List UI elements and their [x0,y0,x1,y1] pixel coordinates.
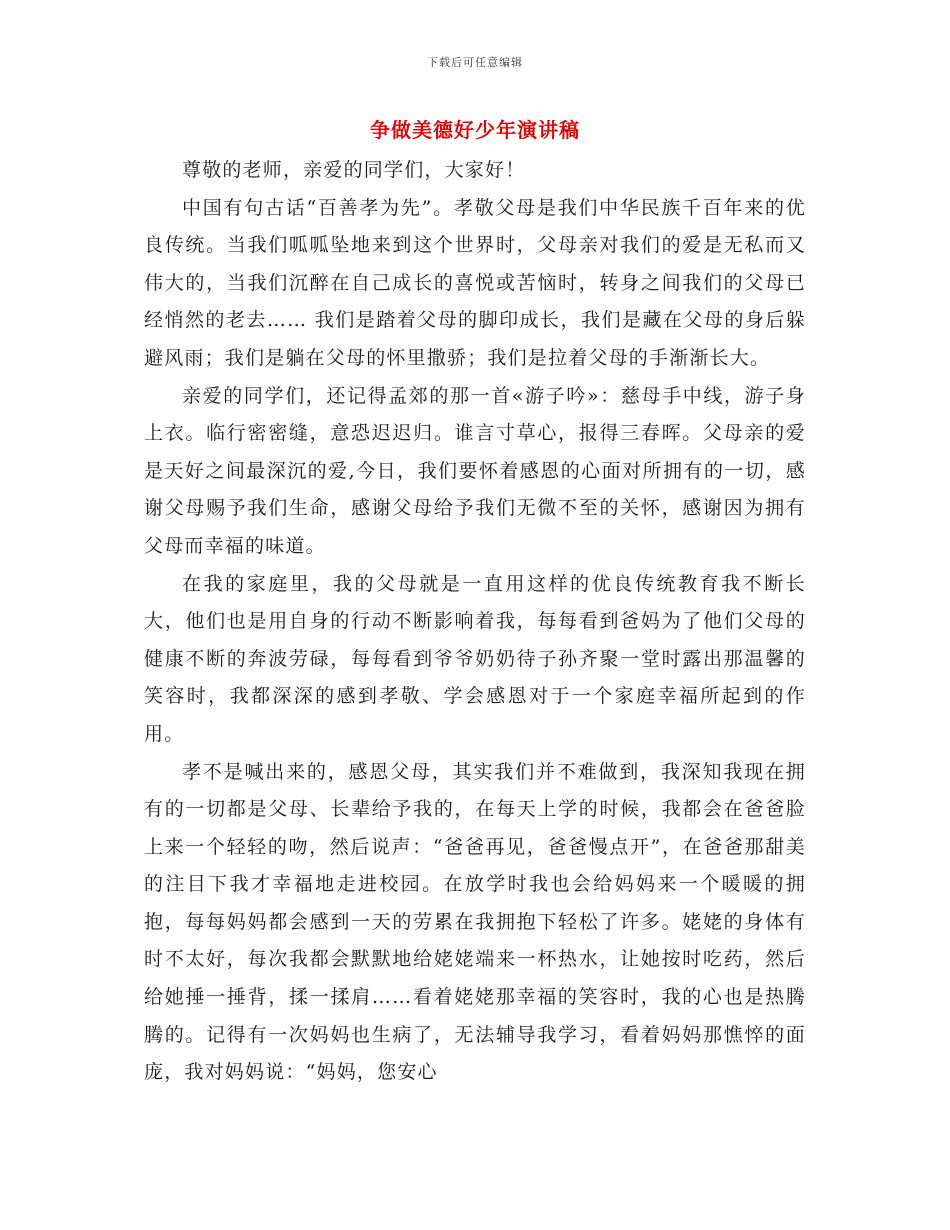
document-body [144,152,806,1092]
paragraph-actions: 孝不是喊出来的，感恩父母，其实我们并不难做到，我深知我现在拥有的一切都是父母、长辈给予我的，在每天上学的时候，我都会在爸爸脸上来一个轻轻的吻，然后说声：“爸爸再见，爸爸慢点开”，在爸爸那甜美的注目下我才幸福地走进校园。在放学时我也会给妈妈来一个暖暖的拥抱，每每妈妈都会感到一天的劳累在我拥抱下轻松了许多。姥姥的身体有时不太好，每次我都会默默地给姥姥端来一杯热水，让她按时吃药，然后给她捶一捶背，揉一揉肩……看着姥姥那幸福的笑容时，我的心也是热腾腾的。记得有一次妈妈也生病了，无法辅导我学习，看着妈妈那憔悴的面庞，我对妈妈说：“妈妈，您安心 [144,760,806,1084]
paragraph-filial-piety: 中国有句古话“百善孝为先”。孝敬父母是我们中华民族千百年来的优良传统。当我们呱呱坠地来到这个世界时，父母亲对我们的爱是无私而又伟大的，当我们沉醉在自己成长的喜悦或苦恼时，转身之间我们的父母已经悄然的老去…… 我们是踏着父母的脚印成长，我们是藏在父母的身后躲避风雨；我们是躺在父母的怀里撒骄；我们是拉着父母的手渐渐长大。 [144,196,806,369]
paragraph-youzi-yin: 亲爱的同学们，还记得孟郊的那一首«游子吟»：慈母手中线，游子身上衣。临行密密缝，意恐迟迟归。谁言寸草心，报得三春晖。父母亲的爱是天好之间最深沉的爱,今日，我们要怀着感恩的心面对所拥有的一切，感谢父母赐予我们生命，感谢父母给予我们无微不至的关怀，感谢因为拥有父母而幸福的味道。 [144,384,806,557]
document-title: 争做美德好少年演讲稿 [370,118,580,142]
page-header-note: 下载后可任意编辑 [427,56,523,69]
paragraph-family: 在我的家庭里，我的父母就是一直用这样的优良传统教育我不断长大，他们也是用自身的行动不断影响着我，每每看到爸妈为了他们父母的健康不断的奔波劳碌，每每看到爷爷奶奶待子孙齐聚一堂时露出那温馨的笑容时，我都深深的感到孝敬、学会感恩对于一个家庭幸福所起到的作用。 [144,572,806,745]
paragraph-greeting: 尊敬的老师，亲爱的同学们，大家好！ [182,159,526,181]
